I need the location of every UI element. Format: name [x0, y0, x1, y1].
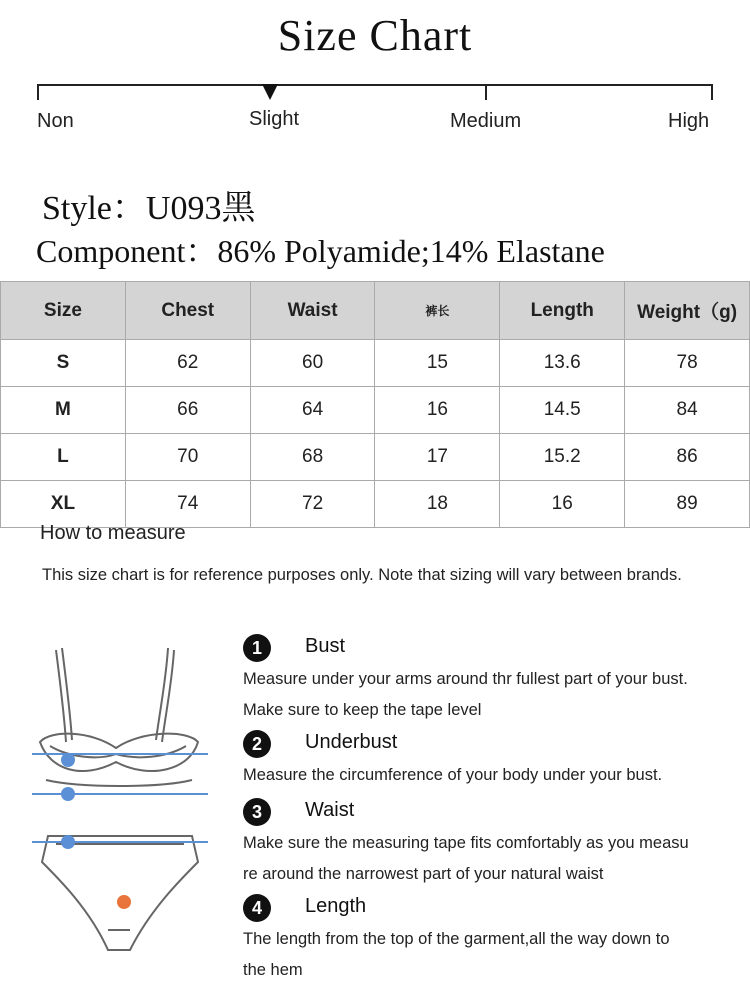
- desc-line: Measure the circumference of your body under your bust.: [243, 766, 663, 784]
- number-3-icon: 3: [243, 798, 271, 826]
- table-cell: 86: [625, 434, 750, 481]
- measure-item-title: Bust: [305, 635, 346, 657]
- desc-line: Make sure the measuring tape fits comfortably as you measu: [243, 834, 689, 852]
- number-1-icon: 1: [243, 634, 271, 662]
- table-cell: 78: [625, 340, 750, 387]
- header-length: Length: [500, 282, 625, 340]
- number-4-icon: 4: [243, 894, 271, 922]
- selected-stretch-marker: [262, 84, 278, 100]
- table-row: [1, 481, 750, 528]
- scale-label-medium: Medium: [450, 110, 522, 132]
- scale-label-non: Non: [37, 110, 74, 132]
- table-cell: 66: [125, 387, 250, 434]
- table-cell: 62: [125, 340, 250, 387]
- table-header-row: [1, 282, 750, 340]
- desc-line: re around the narrowest part of your natural waist: [243, 865, 604, 883]
- table-cell: 64: [250, 387, 375, 434]
- measure-item-title: Waist: [305, 799, 355, 821]
- desc-line: Measure under your arms around thr fullest part of your bust.: [243, 670, 688, 688]
- reference-note: This size chart is for reference purposes only. Note that sizing will vary between brands.: [42, 566, 682, 584]
- bikini-measure-illustration: [20, 630, 220, 970]
- style-value: U093黑: [145, 190, 256, 227]
- measure-item-desc: [243, 664, 733, 726]
- table-cell: 15: [375, 340, 500, 387]
- page-title: Size Chart: [277, 11, 473, 60]
- bikini-illustration-svg: [20, 630, 220, 970]
- header-waist: Waist: [250, 282, 375, 340]
- table-cell: XL: [1, 481, 126, 528]
- scale-tick-high: [711, 84, 713, 100]
- desc-line: Make sure to keep the tape level: [243, 701, 482, 719]
- table-cell: 84: [625, 387, 750, 434]
- header-size: Size: [1, 282, 126, 340]
- table-cell: 89: [625, 481, 750, 528]
- component-label: Component：: [36, 233, 218, 269]
- table-cell: 17: [375, 434, 500, 481]
- stretch-scale: [0, 0, 750, 140]
- table-cell: 16: [375, 387, 500, 434]
- header-pants-length: 裤长: [375, 282, 500, 340]
- table-row: [1, 434, 750, 481]
- measure-item-title: Length: [305, 895, 367, 917]
- scale-tick-non: [37, 84, 39, 100]
- component-value: 86% Polyamide;14% Elastane: [217, 233, 605, 269]
- style-line: [42, 180, 255, 229]
- table-cell: 14.5: [500, 387, 625, 434]
- table-cell: S: [1, 340, 126, 387]
- table-row: [1, 387, 750, 434]
- measure-item-desc: [243, 924, 733, 986]
- table-cell: 72: [250, 481, 375, 528]
- measure-item-desc: [243, 760, 733, 791]
- desc-line: the hem: [243, 961, 303, 979]
- table-cell: 15.2: [500, 434, 625, 481]
- scale-label-high: High: [668, 110, 710, 132]
- table-cell: 70: [125, 434, 250, 481]
- header-weight: Weight（g): [625, 282, 750, 340]
- table-cell: L: [1, 434, 126, 481]
- table-cell: 16: [500, 481, 625, 528]
- scale-label-slight: Slight: [249, 108, 300, 130]
- table-cell: 60: [250, 340, 375, 387]
- header-chest: Chest: [125, 282, 250, 340]
- table-cell: 18: [375, 481, 500, 528]
- scale-tick-medium: [485, 84, 487, 100]
- number-2-icon: 2: [243, 730, 271, 758]
- size-table: [0, 281, 750, 528]
- table-cell: 68: [250, 434, 375, 481]
- table-row: [1, 340, 750, 387]
- measure-item-desc: [243, 828, 733, 890]
- table-cell: 13.6: [500, 340, 625, 387]
- desc-line: The length from the top of the garment,all the way down to: [243, 930, 670, 948]
- table-cell: 74: [125, 481, 250, 528]
- style-label: Style：: [42, 190, 146, 227]
- table-cell: M: [1, 387, 126, 434]
- measure-item-title: Underbust: [305, 731, 398, 753]
- component-line: [36, 226, 605, 272]
- how-to-measure-title: How to measure: [40, 522, 186, 544]
- scale-line: [38, 84, 712, 86]
